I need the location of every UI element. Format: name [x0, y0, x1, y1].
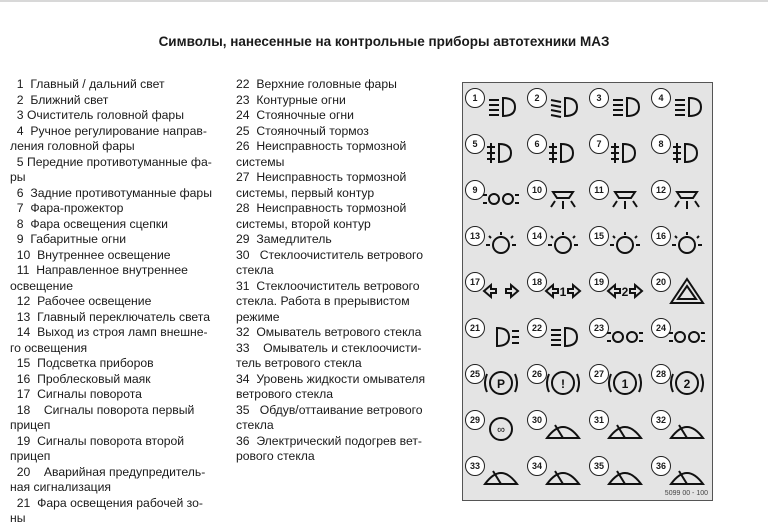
symbol-number: 25	[465, 364, 485, 384]
legend-item: 32 Омыватель ветрового стекла	[236, 325, 422, 339]
brake-circuit1-icon	[605, 368, 645, 403]
legend-item: 16 Проблесковый маяк	[10, 371, 151, 386]
symbol-number: 15	[589, 226, 609, 246]
symbol-number: 34	[527, 456, 547, 476]
page-title: Символы, нанесенные на контрольные приборы автотехники МАЗ	[158, 34, 610, 49]
legend-item: 5 Передние противотуманные фа- ры	[10, 154, 212, 184]
symbols-panel	[462, 82, 713, 501]
symbol-number: 12	[651, 180, 671, 200]
marker-lights-icon	[605, 322, 645, 357]
dimmer-icon	[605, 230, 645, 265]
svg-text:P: P	[496, 377, 506, 391]
legend-item: 10 Внутреннее освещение	[10, 247, 171, 262]
symbol-number: 16	[651, 226, 671, 246]
symbol-number: 22	[527, 318, 547, 338]
svg-text:2: 2	[683, 377, 691, 391]
legend-left-column	[10, 77, 228, 527]
symbol-number: 19	[589, 272, 609, 292]
legend-item: 30 Стеклоочиститель ветрового стекла	[236, 247, 423, 277]
svg-text:!: !	[561, 377, 565, 391]
legend-item: 11 Направленное внутреннее освещение	[10, 263, 188, 293]
legend-item: 4 Ручное регулирование направ- ления головной фары	[10, 123, 207, 153]
legend-item: 8 Фара освещения сцепки	[10, 216, 168, 231]
symbol-number: 14	[527, 226, 547, 246]
spotlight-icon	[605, 138, 645, 173]
rear-fog-icon	[543, 138, 583, 173]
coupling-light-icon	[667, 138, 707, 173]
symbol-number: 3	[589, 88, 609, 108]
washer-icon	[667, 414, 707, 449]
symbol-number: 21	[465, 318, 485, 338]
symbol-number: 6	[527, 134, 547, 154]
legend-item: 9 Габаритные огни	[10, 232, 127, 246]
symbol-number: 24	[651, 318, 671, 338]
headlamp-wiper-icon	[605, 92, 645, 127]
symbol-number: 32	[651, 410, 671, 430]
symbol-number: 7	[589, 134, 609, 154]
svg-text:1: 1	[559, 285, 567, 299]
turn-signal-icon	[481, 276, 521, 311]
symbol-number: 36	[651, 456, 671, 476]
wiper-interval-icon	[605, 414, 645, 449]
symbol-number: 8	[651, 134, 671, 154]
legend-item: 1 Главный / дальний свет	[10, 77, 165, 91]
parking-lights-icon	[667, 322, 707, 357]
headlamp-leveling-icon	[667, 92, 707, 127]
retarder-icon	[481, 414, 521, 449]
work-light-icon	[667, 184, 707, 219]
high-beam-icon	[481, 92, 521, 127]
beacon-icon	[667, 230, 707, 265]
work-zone-light-icon	[481, 322, 521, 357]
legend-item: 33 Омыватель и стеклоочисти- тель ветрового стекла	[236, 340, 422, 370]
symbol-number: 26	[527, 364, 547, 384]
legend-right-column	[236, 77, 452, 465]
top-divider	[0, 0, 768, 2]
svg-text:1: 1	[621, 377, 629, 391]
legend-item: 3 Очиститель головной фары	[10, 108, 184, 122]
legend-item: 23 Контурные огни	[236, 92, 346, 107]
svg-text:∞: ∞	[497, 424, 505, 436]
symbol-number: 35	[589, 456, 609, 476]
symbol-number: 18	[527, 272, 547, 292]
heated-windscreen-icon	[664, 460, 708, 497]
legend-item: 22 Верхние головные фары	[236, 77, 397, 91]
lamp-failure-icon	[543, 230, 583, 265]
legend-item: 15 Подсветка приборов	[10, 356, 154, 370]
side-lights-icon	[481, 184, 521, 219]
legend-item: 12 Рабочее освещение	[10, 294, 152, 308]
legend-item: 36 Электрический подогрев вет- рового стекла	[236, 433, 422, 463]
legend-item: 24 Стояночные огни	[236, 108, 354, 122]
symbol-number: 31	[589, 410, 609, 430]
legend-item: 25 Стояночный тормоз	[236, 123, 369, 138]
legend-item: 18 Сигналы поворота первый прицеп	[10, 402, 195, 432]
brake-circuit2-icon	[667, 368, 707, 403]
symbol-number: 1	[465, 88, 485, 108]
legend-item: 17 Сигналы поворота	[10, 387, 142, 401]
symbol-number: 17	[465, 272, 485, 292]
legend-item: 2 Ближний свет	[10, 92, 109, 107]
symbol-number: 20	[651, 272, 671, 292]
legend-item: 35 Обдув/оттаивание ветрового стекла	[236, 402, 423, 432]
symbol-number: 23	[589, 318, 609, 338]
symbol-number: 4	[651, 88, 671, 108]
symbol-number: 5	[465, 134, 485, 154]
legend-item: 19 Сигналы поворота второй прицеп	[10, 433, 185, 463]
upper-headlamp-icon	[543, 322, 583, 357]
hazard-triangle-icon	[667, 276, 707, 311]
symbol-number: 28	[651, 364, 671, 384]
symbol-number: 10	[527, 180, 547, 200]
defrost-icon	[605, 460, 645, 495]
symbol-number: 13	[465, 226, 485, 246]
parking-brake-icon	[481, 368, 521, 403]
legend-item: 31 Стеклоочиститель ветрового стекла. Работа в прерывистом режиме	[236, 278, 420, 324]
wiper-icon	[543, 414, 583, 449]
svg-text:2: 2	[621, 285, 629, 299]
legend-item: 13 Главный переключатель света	[10, 309, 211, 324]
legend-item: 27 Неисправность тормозной системы, первый контур	[236, 170, 407, 200]
turn-signal-trailer2-icon	[605, 276, 645, 311]
main-light-switch-icon	[481, 230, 521, 265]
front-fog-icon	[481, 138, 521, 173]
legend-item: 14 Выход из строя ламп внешне- го освещения	[10, 325, 208, 355]
reading-light-icon	[605, 184, 645, 219]
legend-item: 21 Фара освещения рабочей зо- ны	[10, 495, 203, 525]
washer-wiper-icon	[481, 460, 521, 495]
symbol-number: 9	[465, 180, 485, 200]
legend-item: 7 Фара-прожектор	[10, 201, 124, 215]
legend-item: 26 Неисправность тормозной системы	[236, 139, 407, 169]
symbol-number: 27	[589, 364, 609, 384]
brake-failure-icon	[543, 368, 583, 403]
symbol-number: 30	[527, 410, 547, 430]
legend-item: 34 Уровень жидкости омывателя ветрового стекла	[236, 371, 426, 401]
symbol-number: 11	[589, 180, 609, 200]
symbol-number: 29	[465, 410, 485, 430]
washer-fluid-icon	[543, 460, 583, 495]
interior-light-icon	[543, 184, 583, 219]
panel-code: 5099 00 - 100	[664, 490, 708, 497]
legend-item: 6 Задние противотуманные фары	[10, 185, 212, 200]
symbol-number: 2	[527, 88, 547, 108]
legend-item: 28 Неисправность тормозной системы, второй контур	[236, 201, 407, 231]
low-beam-icon	[543, 92, 583, 127]
symbol-number: 33	[465, 456, 485, 476]
turn-signal-trailer1-icon	[543, 276, 583, 311]
legend-item: 20 Аварийная предупредитель- ная сигнализация	[10, 464, 206, 494]
legend-item: 29 Замедлитель	[236, 232, 332, 246]
